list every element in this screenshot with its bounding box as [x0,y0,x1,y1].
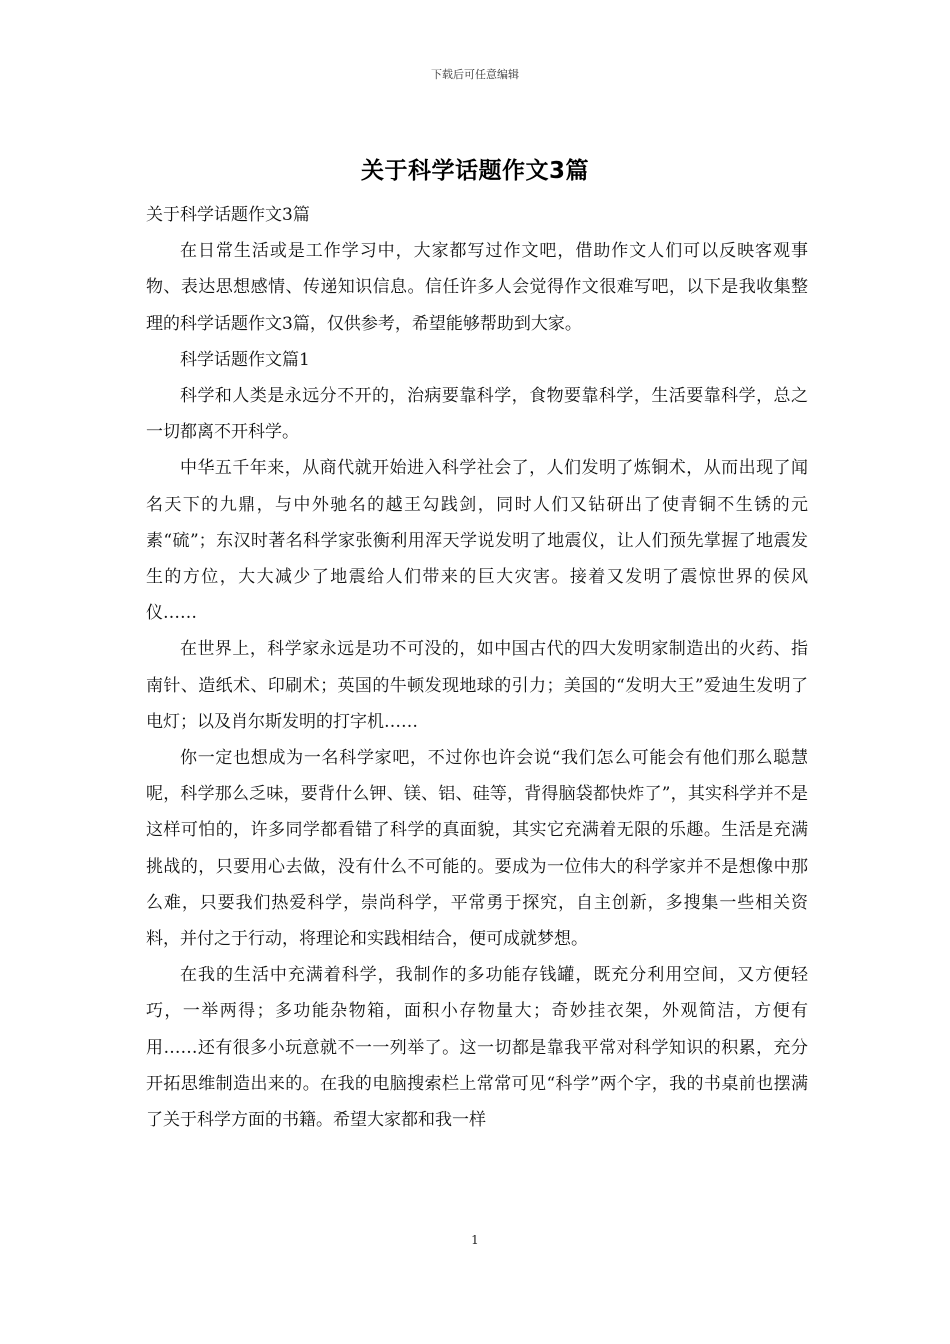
body-paragraph: 在世界上，科学家永远是功不可没的，如中国古代的四大发明家制造出的火药、指南针、造纸术、印刷术；英国的牛顿发现地球的引力；美国的“发明大王”爱迪生发明了电灯；以及肖尔斯发明的打字机…… [146,639,808,732]
section-heading: 科学话题作文篇1 [180,349,310,370]
body-paragraph: 在我的生活中充满着科学，我制作的多功能存钱罐，既充分利用空间，又方便轻巧，一举两得；多功能杂物箱，面积小存物量大；奇妙挂衣架，外观简洁，方便有用……还有很多小玩意就不一一列举了。这一切都是靠我平常对科学知识的积累，充分开拓思维制造出来的。在我的电脑搜索栏上常常可见“科学”两个字，我的书桌前也摆满了关于科学方面的书籍。希望大家都和我一样 [146,965,808,1131]
page-number: 1 [471,1233,479,1247]
subtitle-line: 关于科学话题作文3篇 [146,205,310,225]
body-paragraph: 你一定也想成为一名科学家吧，不过你也许会说“我们怎么可能会有他们那么聪慧呢，科学那么乏味，要背什么钾、镁、铝、硅等，背得脑袋都快炸了”，其实科学并不是这样可怕的，许多同学都看错了科学的真面貌，其实它充满着无限的乐趣。生活是充满挑战的，只要用心去做，没有什么不可能的。要成为一位伟大的科学家并不是想像中那么难，只要我们热爱科学，崇尚科学，平常勇于探究，自主创新，多搜集一些相关资料，并付之于行动，将理论和实践相结合，便可成就梦想。 [146,748,808,950]
document-body [146,197,808,1138]
document-title: 关于科学话题作文3篇 [360,158,589,184]
intro-paragraph: 在日常生活或是工作学习中，大家都写过作文吧，借助作文人们可以反映客观事物、表达思想感情、传递知识信息。信任许多人会觉得作文很难写吧，以下是我收集整理的科学话题作文3篇，仅供参考，希望能够帮助到大家。 [146,241,808,334]
body-paragraph: 科学和人类是永远分不开的，治病要靠科学，食物要靠科学，生活要靠科学，总之一切都离不开科学。 [146,386,808,443]
body-paragraph: 中华五千年来，从商代就开始进入科学社会了，人们发明了炼铜术，从而出现了闻名天下的九鼎，与中外驰名的越王勾践剑，同时人们又钻研出了使青铜不生锈的元素“硫”；东汉时著名科学家张衡利用浑天学说发明了地震仪，让人们预先掌握了地震发生的方位，大大减少了地震给人们带来的巨大灾害。接着又发明了震惊世界的侯风仪…… [146,458,808,624]
header-note: 下载后可任意编辑 [431,68,519,81]
